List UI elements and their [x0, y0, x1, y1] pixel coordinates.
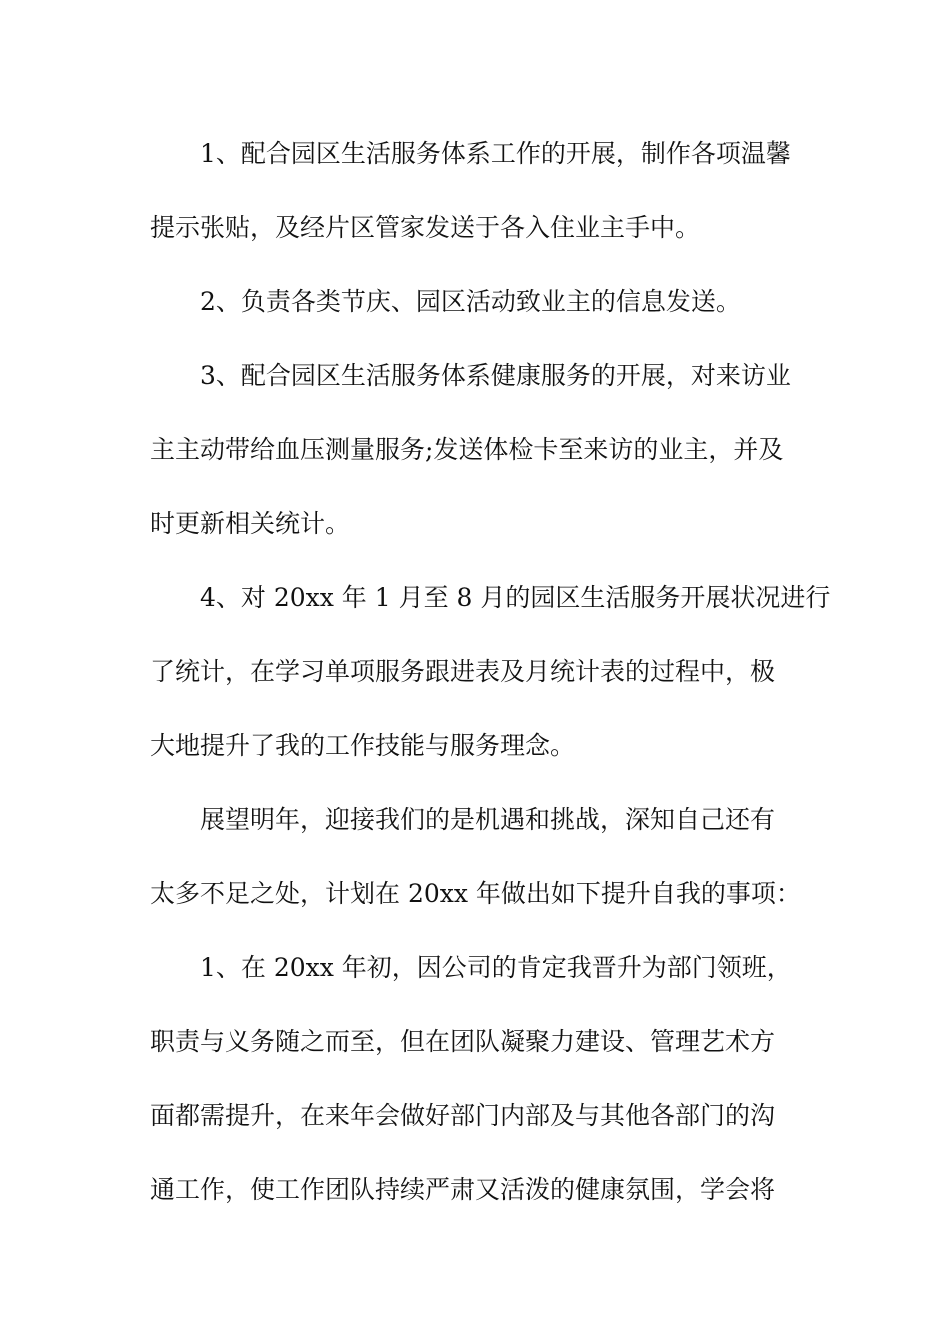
document-body	[150, 129, 831, 1239]
paragraph-line: 1、配合园区生活服务体系工作的开展，制作各项温馨	[200, 139, 791, 168]
paragraph-line: 了统计，在学习单项服务跟进表及月统计表的过程中，极	[150, 657, 776, 686]
paragraph-line: 通工作，使工作团队持续严肃又活泼的健康氛围，学会将	[150, 1175, 776, 1204]
paragraph-line: 时更新相关统计。	[150, 509, 351, 538]
paragraph-line: 2、负责各类节庆、园区活动致业主的信息发送。	[200, 287, 741, 316]
paragraph-line: 主主动带给血压测量服务;发送体检卡至来访的业主，并及	[150, 435, 784, 464]
paragraph-line: 面都需提升，在来年会做好部门内部及与其他各部门的沟	[150, 1101, 776, 1130]
paragraph-line: 4、对 20xx 年 1 月至 8 月的园区生活服务开展状况进行	[200, 583, 831, 612]
paragraph-line: 大地提升了我的工作技能与服务理念。	[150, 731, 576, 760]
paragraph-line: 职责与义务随之而至，但在团队凝聚力建设、管理艺术方	[150, 1027, 776, 1056]
paragraph-line: 1、在 20xx 年初，因公司的肯定我晋升为部门领班，	[200, 953, 792, 982]
paragraph-line: 3、配合园区生活服务体系健康服务的开展，对来访业	[200, 361, 791, 390]
paragraph-line: 太多不足之处，计划在 20xx 年做出如下提升自我的事项：	[150, 879, 801, 908]
paragraph-line: 展望明年，迎接我们的是机遇和挑战，深知自己还有	[200, 805, 776, 834]
paragraph-line: 提示张贴，及经片区管家发送于各入住业主手中。	[150, 213, 701, 242]
